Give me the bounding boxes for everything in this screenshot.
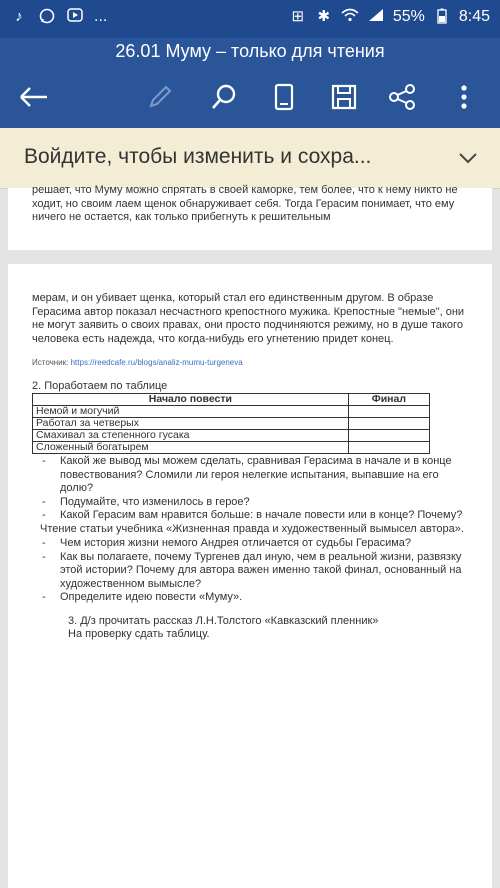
list-item: - Подумайте, что изменилось в герое?: [60, 496, 472, 510]
clock: 8:45: [458, 8, 490, 25]
list-item: - Какой Герасим вам нравится больше: в начале повести или в конце? Почему?: [60, 509, 472, 523]
search-icon: [210, 83, 238, 111]
list-item: - Какой же вывод мы можем сделать, сравнивая Герасима в начале и в конце повествования? Сломили ли героя нелегкие испытания, выпавшие на его долю?: [60, 455, 472, 496]
document-page-1: [8, 184, 492, 250]
phone-icon: [274, 83, 294, 111]
sign-in-message[interactable]: Войдите, чтобы изменить и сохра...: [24, 145, 372, 168]
table-cell: [348, 418, 429, 430]
battery-percent: 55%: [392, 8, 425, 25]
save-icon: [331, 84, 357, 110]
table-cell: Работал за четверых: [33, 418, 349, 430]
document-title: 26.01 Муму – только для чтения: [0, 38, 500, 66]
table-row: [33, 442, 430, 454]
table-header: Финал: [348, 394, 429, 406]
save-button[interactable]: [326, 79, 362, 115]
chevron-down-icon[interactable]: [456, 146, 480, 170]
alarm-icon: ⊞: [291, 8, 305, 25]
toolbar: [0, 66, 500, 128]
back-arrow-icon: [19, 86, 49, 108]
signal-icon: [367, 8, 385, 26]
table-cell: Смахивал за степенного гусака: [33, 430, 349, 442]
edit-button[interactable]: [142, 79, 178, 115]
table-row: [33, 406, 430, 418]
mobile-view-button[interactable]: [266, 79, 302, 115]
table-cell: Сложенный богатырем: [33, 442, 349, 454]
wifi-icon: [341, 8, 359, 26]
question-list-2: [32, 537, 472, 605]
reading-task: Чтение статьи учебника «Жизненная правда и художественный вымысел автора».: [40, 522, 464, 535]
source-line: [32, 356, 472, 370]
table-cell: Немой и могучий: [33, 406, 349, 418]
table-row: [33, 418, 430, 430]
status-bar: [0, 0, 500, 38]
list-item: - Определите идею повести «Муму».: [60, 591, 472, 605]
paragraph: мерам, и он убивает щенка, который стал его единственным другом. В образе Герасима автор показал несчастного крепостного мужика. Крепостные "немые", они не могут заявить о своих правах, они просто подчиняются режиму, но в душе такого человека есть надежда, что когда-нибудь его угнетению придет конец.: [32, 292, 465, 345]
more-vertical-icon: [460, 84, 468, 110]
table-header-row: [33, 394, 430, 406]
list-item: - Как вы полагаете, почему Тургенев дал иную, чем в реальной жизни, развязку этой истории? Почему для автора важен именно такой финал, основанный на художественном вымысле?: [60, 551, 472, 592]
source-label: Источник:: [32, 358, 69, 367]
whatsapp-icon: [38, 8, 56, 26]
source-link[interactable]: https://reedcafe.ru/blogs/analiz-mumu-turgeneva: [70, 358, 243, 367]
homework-line: 3. Д/з прочитать рассказ Л.Н.Толстого «Кавказский пленник»: [68, 614, 379, 627]
page1-paragraph: решает, что Муму можно спрятать в своей каморке, тем более, что к нему никто не ходит, но своим лаем щенок обнаруживает себя. Тогда Герасим понимает, что ему ничего не остается, как только прибегнуть к решительным: [32, 184, 458, 223]
table-header: Начало повести: [33, 394, 349, 406]
table-cell: [348, 406, 429, 418]
homework-line: На проверку сдать таблицу.: [68, 628, 210, 640]
bluetooth-icon: ✱: [317, 8, 331, 25]
pencil-icon: [147, 84, 173, 110]
sign-in-banner[interactable]: [0, 128, 500, 189]
search-button[interactable]: [206, 79, 242, 115]
share-button[interactable]: [384, 79, 420, 115]
table-cell: [348, 442, 429, 454]
page2-content: [32, 292, 472, 642]
battery-icon: [433, 8, 451, 26]
tiktok-icon: ♪: [15, 8, 23, 25]
document-page-2: [8, 264, 492, 888]
more-options-button[interactable]: [446, 79, 482, 115]
table-cell: [348, 430, 429, 442]
comparison-table: [32, 393, 430, 454]
share-icon: [388, 83, 416, 111]
youtube-icon: [66, 8, 84, 26]
section-heading: 2. Поработаем по таблице: [32, 379, 168, 392]
table-row: [33, 430, 430, 442]
back-button[interactable]: [16, 79, 52, 115]
more-notifications: ...: [94, 8, 108, 25]
list-item: - Чем история жизни немого Андрея отличается от судьбы Герасима?: [60, 537, 472, 551]
question-list-1: [32, 455, 472, 523]
